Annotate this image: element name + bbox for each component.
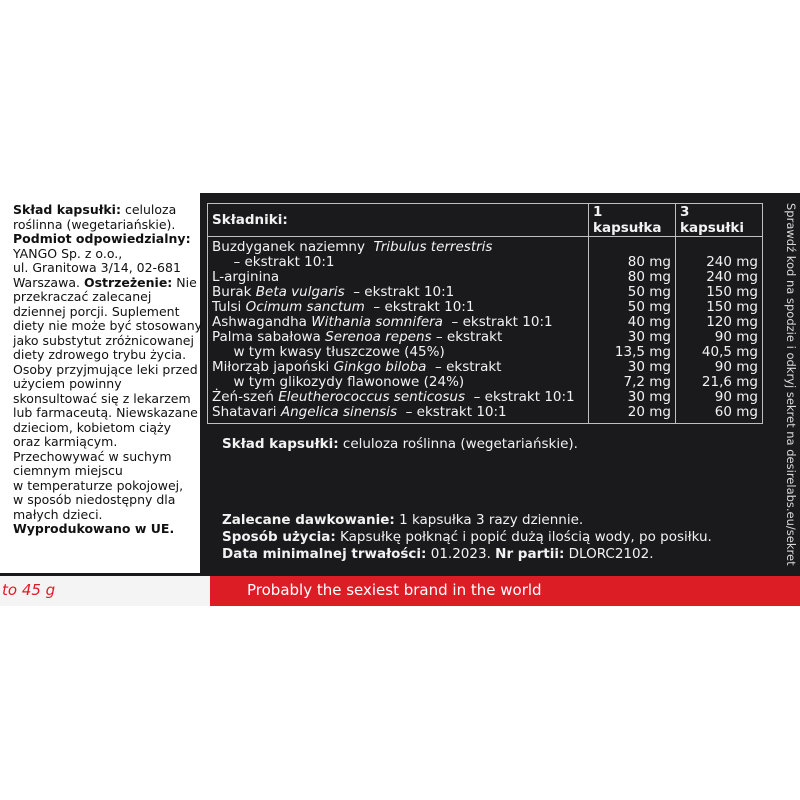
three-capsules-value: 240 mg <box>706 254 758 270</box>
three-capsules-value: 150 mg <box>706 299 758 315</box>
three-capsules-value: 120 mg <box>706 314 758 330</box>
info-line: dzieciom, kobietom ciąży <box>13 419 171 435</box>
three-capsules-value: 60 mg <box>714 404 758 420</box>
info-line: Skład kapsułki: celuloza <box>13 202 177 217</box>
three-capsules-value: 240 mg <box>706 269 758 285</box>
info-line: ciemnym miejscu <box>13 463 123 478</box>
info-line: przekraczać zalecanej <box>13 289 152 304</box>
ingredient-name: Ashwagandha Withania somnifera – ekstrakt 10:1 <box>212 314 553 330</box>
three-capsules-value: 150 mg <box>706 284 758 300</box>
side-promo-text: Sprawdź kod na spodzie i odkryj sekret na desirelabs.eu/sekret <box>784 203 798 566</box>
info-line: jako substytut zróżnicowanej <box>13 332 194 348</box>
info-line: dziennej porcji. Suplement <box>13 303 180 319</box>
info-line: użyciem powinny <box>13 376 122 391</box>
one-capsule-value <box>593 240 671 255</box>
info-line: oraz karmiącym. <box>13 434 118 449</box>
info-line: w sposób niedostępny dla <box>13 492 176 507</box>
ingredient-name: Żeń-szeń Eleutherococcus senticosus – ekstrakt 10:1 <box>212 389 575 405</box>
info-line: w temperaturze pokojowej, <box>13 477 184 493</box>
one-capsule-value: 50 mg <box>627 299 671 315</box>
ingredient-name: – ekstrakt 10:1 <box>212 254 335 270</box>
info-line: Wyprodukowano w UE. <box>13 521 175 536</box>
table-header-row <box>208 204 763 237</box>
info-line: Osoby przyjmujące leki przed <box>13 361 198 377</box>
info-line: Podmiot odpowiedzialny: <box>13 231 191 246</box>
ingredient-names-column <box>208 237 589 424</box>
ingredient-name: w tym kwasy tłuszczowe (45%) <box>212 344 445 360</box>
three-capsules-value: 90 mg <box>714 329 758 345</box>
one-capsule-value: 80 mg <box>627 254 671 270</box>
header-ingredients: Składniki: <box>208 204 589 237</box>
info-line: ul. Granitowa 3/14, 02-681 <box>13 260 181 275</box>
info-line: lub farmaceutą. Niewskazane <box>13 405 198 420</box>
ingredients-table <box>207 203 763 424</box>
three-capsules-value: 40,5 mg <box>701 344 758 360</box>
product-label <box>0 193 800 606</box>
ingredient-name: Miłorząb japoński Ginkgo biloba – ekstrakt <box>212 359 502 375</box>
ingredient-name: Burak Beta vulgaris – ekstrakt 10:1 <box>212 284 455 300</box>
left-info-panel <box>0 193 203 573</box>
dosage-info <box>222 512 712 563</box>
three-capsules-value: 90 mg <box>714 359 758 375</box>
net-weight: to 45 g <box>2 581 56 599</box>
one-capsule-value: 13,5 mg <box>614 344 671 360</box>
ingredient-name: Buzdyganek naziemny Tribulus terrestris <box>212 239 493 255</box>
table-body-row <box>208 237 763 424</box>
info-line: skonsultować się z lekarzem <box>13 390 191 406</box>
ingredient-name: L-arginina <box>212 269 280 285</box>
three-capsules-column <box>676 237 763 424</box>
one-capsule-value: 7,2 mg <box>623 374 671 390</box>
info-line: małych dzieci. <box>13 506 103 522</box>
info-line: roślinna (wegetariańskie). <box>13 216 176 232</box>
one-capsule-value: 80 mg <box>627 269 671 285</box>
brand-slogan: Probably the sexiest brand in the world <box>247 581 542 599</box>
info-line: Przechowywać w suchym <box>13 448 172 464</box>
ingredient-name: w tym glikozydy flawonowe (24%) <box>212 374 465 390</box>
header-one-capsule: 1 kapsułka <box>589 204 676 237</box>
ingredient-name: Shatavari Angelica sinensis – ekstrakt 10:1 <box>212 404 507 420</box>
one-capsule-value: 50 mg <box>627 284 671 300</box>
three-capsules-value: 90 mg <box>714 389 758 405</box>
header-three-capsules: 3 kapsułki <box>676 204 763 237</box>
one-capsule-column <box>589 237 676 424</box>
one-capsule-value: 20 mg <box>627 404 671 420</box>
three-capsules-value <box>680 240 758 255</box>
recommended-dosage: Zalecane dawkowanie: 1 kapsułka 3 razy dziennie. <box>222 512 584 528</box>
one-capsule-value: 30 mg <box>627 389 671 405</box>
info-line: diety nie może być stosowany <box>13 318 203 333</box>
one-capsule-value: 30 mg <box>627 359 671 375</box>
net-weight-box <box>0 576 210 606</box>
usage-instructions: Sposób użycia: Kapsułkę połknąć i popić dużą ilością wody, po posiłku. <box>222 529 712 545</box>
ingredient-name: Tulsi Ocimum sanctum – ekstrakt 10:1 <box>212 299 475 315</box>
one-capsule-value: 30 mg <box>627 329 671 345</box>
expiry-batch: Data minimalnej trwałości: 01.2023. Nr partii: DLORC2102. <box>222 546 654 562</box>
one-capsule-value: 40 mg <box>627 314 671 330</box>
capsule-composition: Skład kapsułki: celuloza roślinna (wegetariańskie). <box>222 436 578 452</box>
info-line: YANGO Sp. z o.o., <box>13 245 123 261</box>
info-line: Warszawa. Ostrzeżenie: Nie <box>13 274 197 290</box>
three-capsules-value: 21,6 mg <box>701 374 758 390</box>
ingredient-name: Palma sabałowa Serenoa repens – ekstrakt <box>212 329 503 345</box>
info-line: diety zdrowego trybu życia. <box>13 347 187 362</box>
